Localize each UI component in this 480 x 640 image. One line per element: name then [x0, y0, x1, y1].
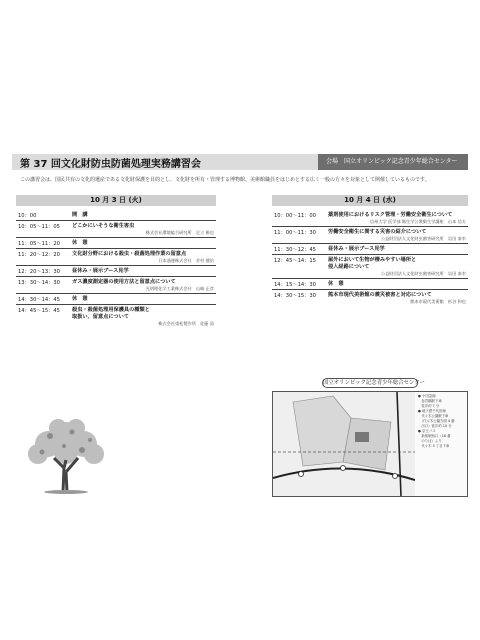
access-map: [272, 391, 468, 497]
schedule-row: [16, 266, 216, 277]
schedule-row: [16, 305, 216, 328]
row-time: 10：05～11：05: [18, 224, 60, 230]
row-event: 薬剤使用におけるリスク管理・労働安全衛生について: [328, 212, 453, 218]
access-line: のりば）より: [418, 439, 442, 443]
schedule-row: [16, 210, 216, 221]
row-time: 11：00～11：30: [274, 230, 316, 236]
access-line: 新宿駅西口（16 番: [418, 434, 451, 438]
day2-schedule: [272, 210, 468, 306]
row-time: 10：00～11：00: [274, 213, 316, 219]
row-event: 昼休み・展示ブース見学: [72, 268, 129, 274]
schedule-row: [16, 249, 216, 266]
access-line: ● 地下鉄千代田線: [418, 409, 446, 413]
handout-sheet: [12, 154, 468, 502]
schedule-row: [272, 210, 468, 227]
schedule-row: [16, 294, 216, 305]
page-title: 第 37 回文化財防虫防菌処理実務講習会: [20, 159, 201, 170]
row-event: 休 憩: [328, 281, 344, 287]
row-speaker: 熊本市現代美術館 杉谷 和也: [410, 299, 466, 304]
access-line: ● 京王バス: [418, 429, 436, 433]
row-time: 14：15～14：30: [274, 282, 316, 288]
row-time: 14：45～15：45: [18, 308, 60, 314]
access-line: 徒歩約 7 分: [418, 404, 440, 408]
row-event: 屋外において生物が棲みやすい場所と: [328, 257, 417, 263]
row-event: ガス濃度測定器の使用方法と留意点について: [72, 279, 176, 285]
row-time: 11：05～11：20: [18, 241, 60, 247]
access-line: 代々木 5 丁目下車: [418, 444, 450, 448]
schedule-row: [272, 244, 468, 255]
access-line: 参宮橋駅下車: [418, 399, 442, 403]
map-title: 国立オリンピック記念青少年総合センター: [323, 380, 425, 386]
row-event: どこかにいそうな衛生害虫: [72, 223, 135, 229]
row-event: 休 憩: [72, 296, 88, 302]
row-speaker: 光明理化学工業株式会社 山崎 正彦: [145, 286, 214, 291]
access-line: 代々木公園駅下車: [418, 414, 449, 418]
row-event: 休 憩: [72, 240, 88, 246]
row-time: 13：30～14：30: [18, 280, 60, 286]
row-time: 14：30～14：45: [18, 297, 60, 303]
row-speaker: 公益財団法人文化財虫菌害研究所 岩田 泰幸: [380, 271, 466, 276]
intro-text: この講習会は、国民共有の文化的遺産である文化財保護を目的とし、文化財を所有・管理する博物館、美術館職員をはじめとする広く一般の方々を対象として開催しているものです。: [20, 177, 430, 183]
tree-illustration: [20, 416, 112, 494]
schedule-row: [272, 255, 468, 279]
row-event: 昼休み・展示ブース見学: [328, 246, 385, 252]
map-drawing: [273, 392, 415, 496]
schedule-row: [16, 238, 216, 249]
schedule-row: [16, 277, 216, 294]
row-event: 開 講: [72, 212, 88, 218]
day2-heading: 10 月 4 日 (水): [272, 195, 468, 206]
row-time: 12：20～13：30: [18, 269, 60, 275]
access-line: ● 小田急線: [418, 394, 436, 398]
day1-heading: 10 月 3 日 (火): [16, 195, 216, 206]
row-time: 11：20～12：20: [18, 252, 60, 258]
row-time: 10：00: [18, 213, 37, 219]
row-time: 12：45～14：15: [274, 258, 316, 264]
row-event: 殺虫・殺菌処理用保護具の種類と: [72, 307, 150, 313]
day1-schedule: [16, 210, 216, 328]
access-line: 出口）徒歩約 10 分: [418, 424, 452, 428]
row-speaker: 信州大学 医学部 衛生学公衆衛生学講座 山本 信夫: [369, 219, 466, 224]
row-speaker: 株式会社重松製作所 佐藤 清: [158, 321, 214, 326]
row-event: 熊本市現代美術館の震災被害と対応について: [328, 292, 432, 298]
row-speaker: 公益財団法人文化財虫菌害研究所 岩田 泰幸: [380, 236, 466, 241]
schedule-row: [272, 279, 468, 290]
schedule-row: [272, 227, 468, 244]
access-line: （代々木公園方面 4 番: [418, 419, 455, 423]
access-info: [418, 394, 466, 449]
venue-label: 会場 国立オリンピック記念青少年総合センター: [318, 154, 468, 170]
row-time: 11：30～12：45: [274, 247, 316, 253]
row-event-line2: 取扱い、留意点について: [72, 314, 129, 320]
schedule-row: [272, 290, 468, 306]
row-event: 労働安全衛生に関する災害の紹介について: [328, 229, 427, 235]
row-speaker: 株式会社環境総合研究所 足立 雅也: [145, 230, 214, 235]
row-event-line2: 侵入経路について: [328, 264, 370, 270]
title-bar: [12, 154, 468, 170]
row-speaker: 日本通運株式会社 芳村 健治: [158, 258, 214, 263]
schedule-row: [16, 221, 216, 238]
row-time: 14：30～15：30: [274, 293, 316, 299]
row-event: 文化財分野における殺虫・殺菌処理作業の留意点: [72, 251, 187, 257]
